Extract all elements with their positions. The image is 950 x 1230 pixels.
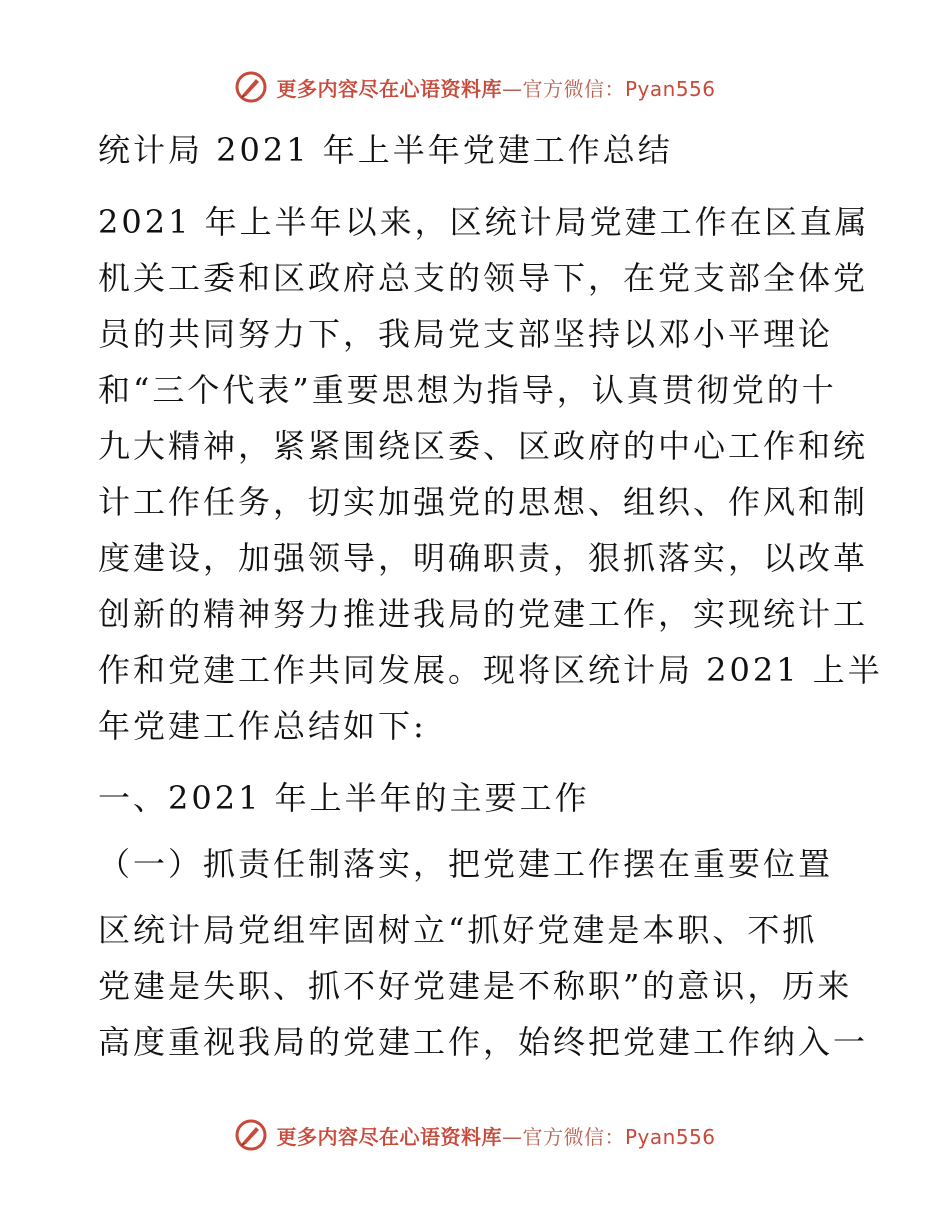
paragraph-line: 党建是失职、抓不好党建是不称职”的意识，历来 bbox=[98, 967, 853, 1005]
intro-line: 年党建工作总结如下: bbox=[98, 707, 427, 745]
section-heading: 一、2021 年上半年的主要工作 bbox=[98, 779, 590, 817]
subsection-heading: （一）抓责任制落实，把党建工作摆在重要位置 bbox=[98, 845, 834, 883]
footer-banner bbox=[0, 1118, 950, 1152]
paragraph-line: 区统计局党组牢固树立“抓好党建是本职、不抓 bbox=[98, 911, 818, 949]
quill-logo-icon bbox=[234, 1118, 268, 1152]
footer-banner-dash: —官方微信： bbox=[501, 1124, 625, 1149]
intro-line: 创新的精神努力推进我局的党建工作，实现统计工 bbox=[98, 595, 869, 633]
intro-line: 员的共同努力下，我局党支部坚持以邓小平理论 bbox=[98, 315, 834, 353]
document-body bbox=[98, 122, 883, 1070]
intro-line: 和“三个代表”重要思想为指导，认真贯彻党的十 bbox=[98, 371, 837, 409]
intro-line: 九大精神，紧紧围绕区委、区政府的中心工作和统 bbox=[98, 427, 869, 465]
header-banner-id: Pyan556 bbox=[624, 76, 716, 101]
header-banner-main: 更多内容尽在心语资料库 bbox=[276, 76, 502, 101]
footer-banner-text bbox=[276, 1121, 715, 1150]
footer-banner-main: 更多内容尽在心语资料库 bbox=[276, 1124, 502, 1149]
quill-logo-icon bbox=[234, 70, 268, 104]
intro-line: 度建设，加强领导，明确职责，狠抓落实，以改革 bbox=[98, 539, 869, 577]
footer-banner-id: Pyan556 bbox=[624, 1124, 716, 1149]
doc-title: 统计局 2021 年上半年党建工作总结 bbox=[98, 131, 673, 169]
intro-line: 作和党建工作共同发展。现将区统计局 2021 上半 bbox=[98, 651, 883, 689]
header-banner-text bbox=[276, 73, 715, 102]
header-banner bbox=[0, 70, 950, 104]
paragraph-2 bbox=[98, 902, 869, 1070]
intro-paragraph bbox=[98, 194, 883, 754]
header-banner-dash: —官方微信： bbox=[501, 76, 625, 101]
intro-line: 计工作任务，切实加强党的思想、组织、作风和制 bbox=[98, 483, 869, 521]
intro-line: 机关工委和区政府总支的领导下，在党支部全体党 bbox=[98, 259, 869, 297]
paragraph-line: 高度重视我局的党建工作，始终把党建工作纳入一 bbox=[98, 1023, 869, 1061]
intro-line: 2021 年上半年以来，区统计局党建工作在区直属 bbox=[98, 203, 870, 241]
